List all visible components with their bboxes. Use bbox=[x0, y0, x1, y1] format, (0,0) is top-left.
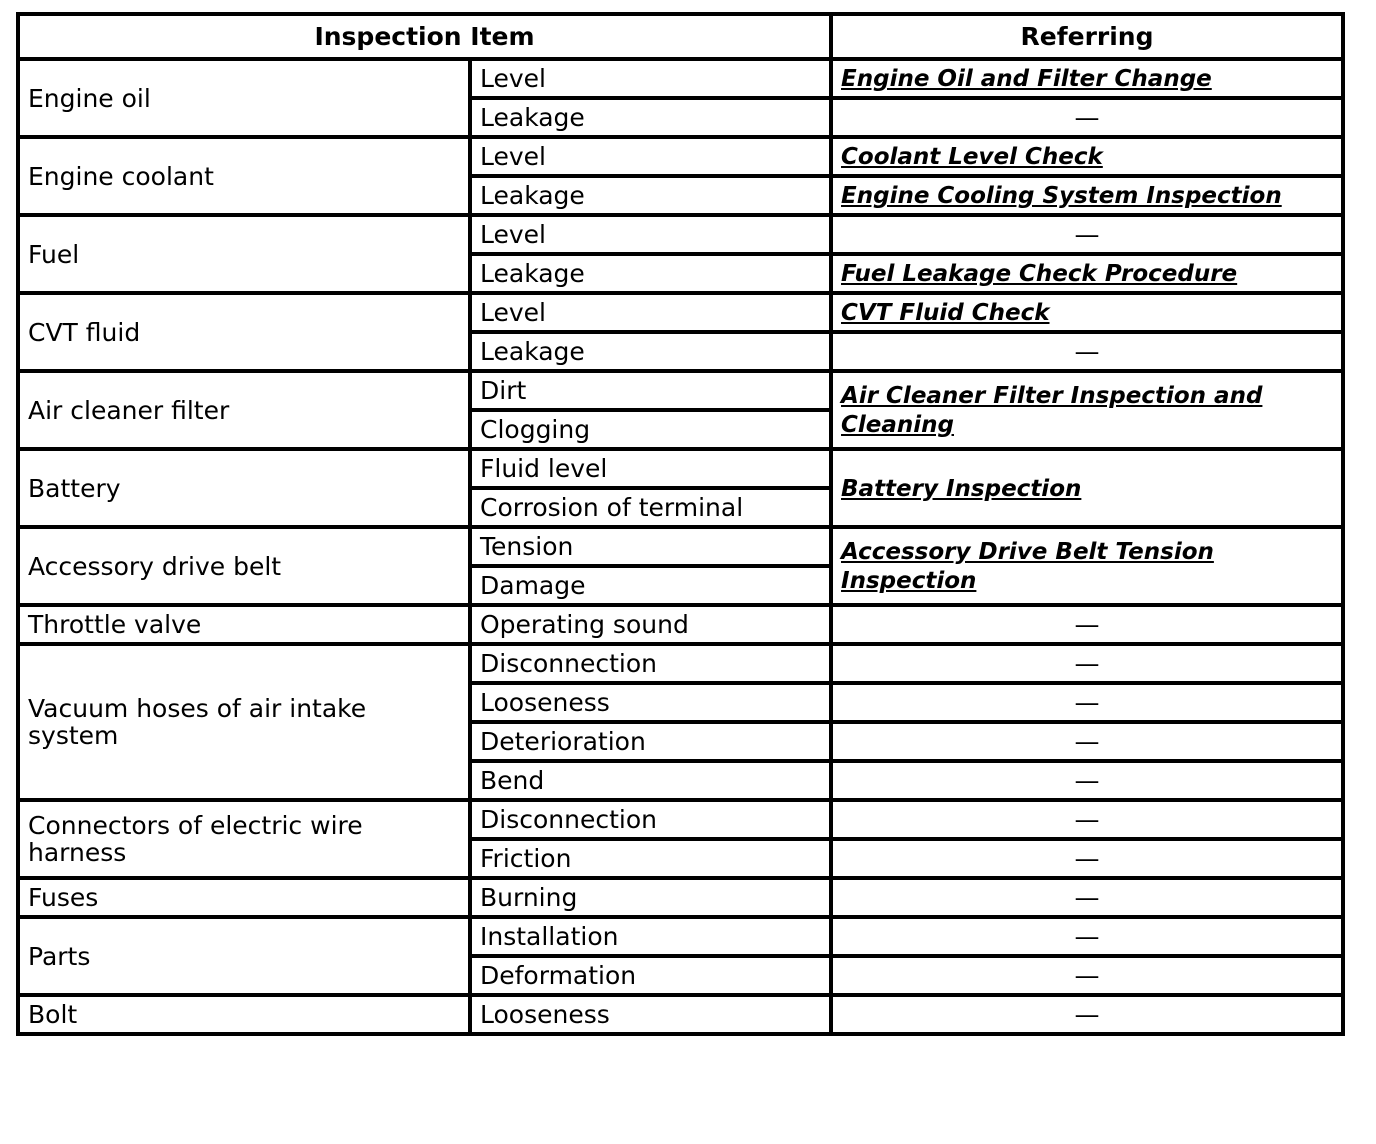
inspection-subitem-level: Level bbox=[470, 215, 831, 254]
referring-cell bbox=[831, 254, 1343, 293]
inspection-subitem-looseness: Looseness bbox=[470, 995, 831, 1034]
inspection-item-accessory-drive-belt: Accessory drive belt bbox=[18, 527, 470, 605]
inspection-item-vacuum-hoses-of-air-intake-system: Vacuum hoses of air intake system bbox=[18, 644, 470, 800]
no-reference-dash: — bbox=[831, 644, 1343, 683]
reference-link[interactable]: Fuel Leakage Check Procedure bbox=[841, 261, 1238, 287]
header-inspection-item: Inspection Item bbox=[18, 14, 831, 59]
inspection-item-cvt-fluid: CVT fluid bbox=[18, 293, 470, 371]
inspection-subitem-burning: Burning bbox=[470, 878, 831, 917]
inspection-subitem-leakage: Leakage bbox=[470, 254, 831, 293]
referring-cell bbox=[831, 59, 1343, 98]
inspection-subitem-looseness: Looseness bbox=[470, 683, 831, 722]
referring-cell bbox=[831, 371, 1343, 449]
reference-link[interactable]: Engine Cooling System Inspection bbox=[841, 183, 1282, 209]
referring-cell bbox=[831, 527, 1343, 605]
no-reference-dash: — bbox=[831, 332, 1343, 371]
inspection-item-engine-oil: Engine oil bbox=[18, 59, 470, 137]
table-row bbox=[18, 137, 1343, 176]
reference-link[interactable]: Battery Inspection bbox=[841, 475, 1082, 502]
no-reference-dash: — bbox=[831, 956, 1343, 995]
table-row bbox=[18, 644, 1343, 683]
inspection-item-fuel: Fuel bbox=[18, 215, 470, 293]
inspection-subitem-leakage: Leakage bbox=[470, 176, 831, 215]
table-row bbox=[18, 59, 1343, 98]
inspection-subitem-level: Level bbox=[470, 137, 831, 176]
referring-cell bbox=[831, 176, 1343, 215]
reference-link[interactable]: Engine Oil and Filter Change bbox=[841, 66, 1212, 92]
no-reference-dash: — bbox=[831, 800, 1343, 839]
inspection-subitem-disconnection: Disconnection bbox=[470, 800, 831, 839]
table-row bbox=[18, 215, 1343, 254]
reference-link[interactable]: CVT Fluid Check bbox=[841, 300, 1050, 326]
table-row bbox=[18, 995, 1343, 1034]
no-reference-dash: — bbox=[831, 878, 1343, 917]
inspection-subitem-damage: Damage bbox=[470, 566, 831, 605]
inspection-item-bolt: Bolt bbox=[18, 995, 470, 1034]
referring-cell bbox=[831, 449, 1343, 527]
inspection-subitem-operating-sound: Operating sound bbox=[470, 605, 831, 644]
inspection-item-engine-coolant: Engine coolant bbox=[18, 137, 470, 215]
inspection-subitem-leakage: Leakage bbox=[470, 98, 831, 137]
header-referring: Referring bbox=[831, 14, 1343, 59]
no-reference-dash: — bbox=[831, 215, 1343, 254]
no-reference-dash: — bbox=[831, 761, 1343, 800]
inspection-subitem-fluid-level: Fluid level bbox=[470, 449, 831, 488]
referring-cell bbox=[831, 293, 1343, 332]
inspection-subitem-level: Level bbox=[470, 59, 831, 98]
table-row bbox=[18, 917, 1343, 956]
table-header-row bbox=[18, 14, 1343, 59]
inspection-subitem-installation: Installation bbox=[470, 917, 831, 956]
inspection-table bbox=[16, 12, 1345, 1036]
no-reference-dash: — bbox=[831, 722, 1343, 761]
inspection-subitem-disconnection: Disconnection bbox=[470, 644, 831, 683]
referring-cell bbox=[831, 137, 1343, 176]
no-reference-dash: — bbox=[831, 917, 1343, 956]
table-row bbox=[18, 293, 1343, 332]
inspection-item-air-cleaner-filter: Air cleaner filter bbox=[18, 371, 470, 449]
inspection-subitem-deformation: Deformation bbox=[470, 956, 831, 995]
inspection-table-container bbox=[16, 12, 1345, 1036]
table-row bbox=[18, 605, 1343, 644]
inspection-subitem-leakage: Leakage bbox=[470, 332, 831, 371]
inspection-subitem-friction: Friction bbox=[470, 839, 831, 878]
no-reference-dash: — bbox=[831, 98, 1343, 137]
reference-link[interactable]: Air Cleaner Filter Inspection and Cleaning bbox=[841, 383, 1263, 438]
table-row bbox=[18, 527, 1343, 566]
reference-link[interactable]: Accessory Drive Belt Tension Inspection bbox=[841, 539, 1214, 594]
inspection-item-fuses: Fuses bbox=[18, 878, 470, 917]
inspection-subitem-level: Level bbox=[470, 293, 831, 332]
table-row bbox=[18, 800, 1343, 839]
table-row bbox=[18, 878, 1343, 917]
table-body bbox=[18, 59, 1343, 1034]
reference-link[interactable]: Coolant Level Check bbox=[841, 144, 1103, 170]
inspection-subitem-corrosion-of-terminal: Corrosion of terminal bbox=[470, 488, 831, 527]
inspection-item-parts: Parts bbox=[18, 917, 470, 995]
no-reference-dash: — bbox=[831, 605, 1343, 644]
no-reference-dash: — bbox=[831, 683, 1343, 722]
inspection-subitem-deterioration: Deterioration bbox=[470, 722, 831, 761]
inspection-item-throttle-valve: Throttle valve bbox=[18, 605, 470, 644]
inspection-subitem-bend: Bend bbox=[470, 761, 831, 800]
inspection-subitem-dirt: Dirt bbox=[470, 371, 831, 410]
inspection-subitem-clogging: Clogging bbox=[470, 410, 831, 449]
no-reference-dash: — bbox=[831, 995, 1343, 1034]
inspection-subitem-tension: Tension bbox=[470, 527, 831, 566]
no-reference-dash: — bbox=[831, 839, 1343, 878]
inspection-item-connectors-of-electric-wire-harness: Connectors of electric wire harness bbox=[18, 800, 470, 878]
table-row bbox=[18, 371, 1343, 410]
table-row bbox=[18, 449, 1343, 488]
inspection-item-battery: Battery bbox=[18, 449, 470, 527]
